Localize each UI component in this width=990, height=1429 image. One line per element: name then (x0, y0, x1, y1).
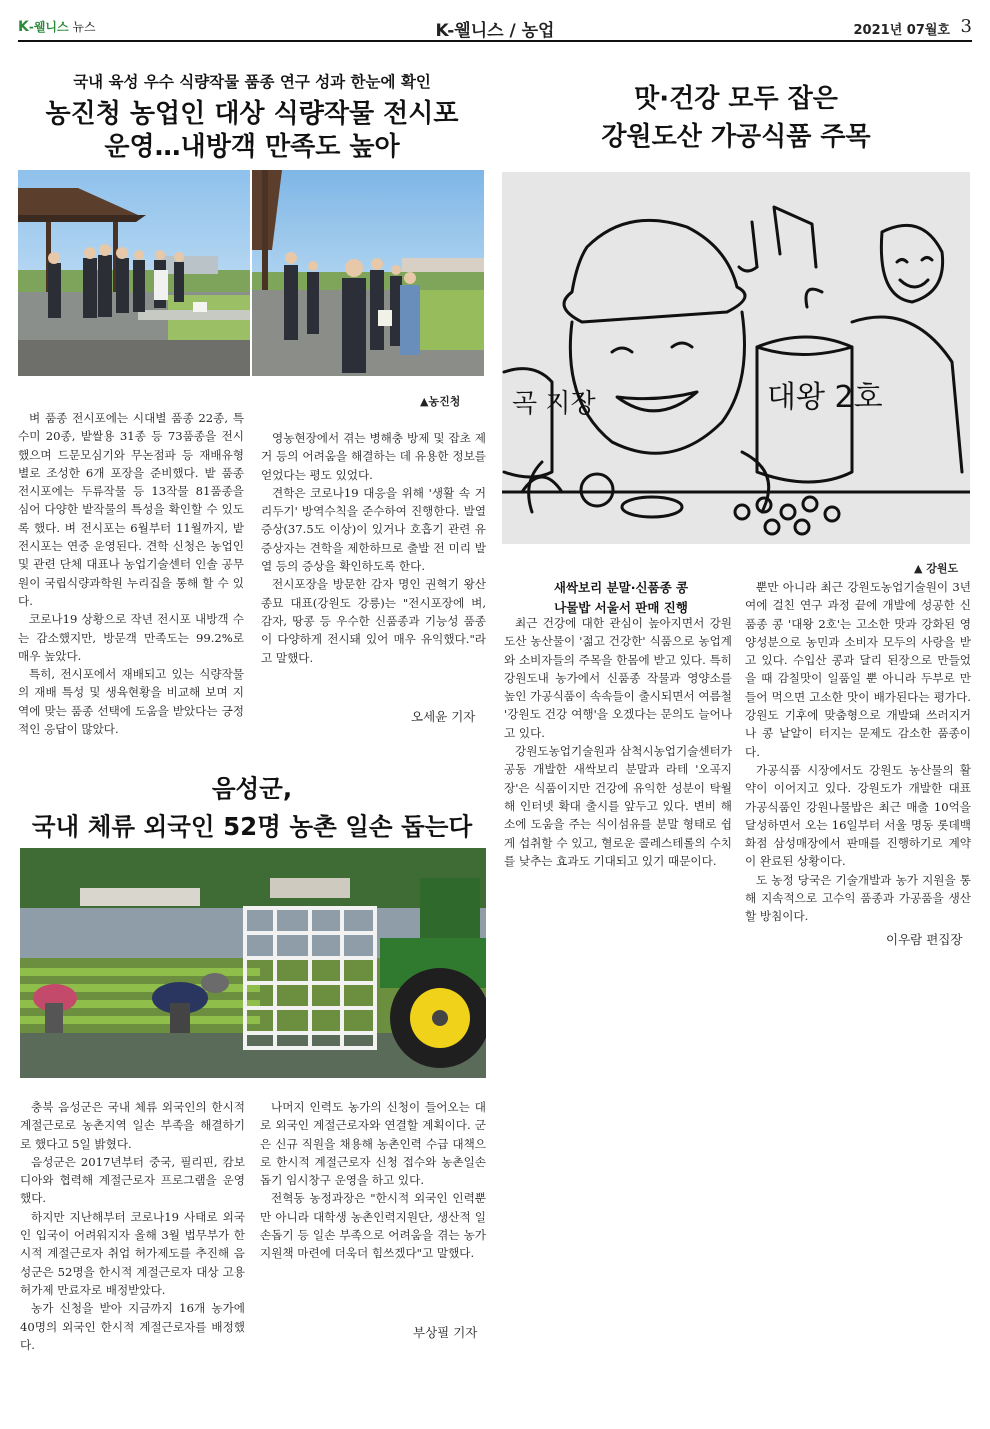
article1-column1 (18, 409, 244, 738)
article2-byline: 이우람 편집장 (886, 932, 963, 947)
paragraph: 벼 품종 전시포에는 시대별 품종 22종, 특수미 20종, 밭쌀용 31종 등 73품종을 전시했으며 드문모심기와 무논점파 등 재배유형별로 조성한 6개 포장을 준비했다. 밭 품종 전시포에는 두류작물 등 13작물 81품종을 심어 다양한 밭작물의 특성을 확인할 수 있도록 했다. 벼 전시포는 6월부터 11월까지, 밭 전시포는 연중 운영된다. 견학 신청은 농업인 및 관련 단체 대표나 농업기술센터 인솔 공무원이 국립식량과학원 누리집을 통해 할 수 있다. (18, 411, 244, 608)
paragraph: 충북 음성군은 국내 체류 외국인의 한시적 계절근로로 농촌지역 일손 부족을 해결하기로 했다고 5일 밝혔다. (20, 1100, 245, 1151)
article1-kicker: 국내 육성 우수 식량작물 품종 연구 성과 한눈에 확인 (73, 73, 431, 91)
article1-column2 (261, 429, 486, 667)
page-header (18, 16, 972, 42)
article1-byline: 오세윤 기자 (411, 709, 476, 724)
article2-headline: 맛·건강 모두 잡은 강원도산 가공식품 주목 (601, 84, 871, 152)
paragraph: 전혁동 농정과장은 "한시적 외국인 인력뿐만 아니라 대학생 농촌인력지원단, 생산적 일손돕기 등 일손 부족으로 어려움을 겪는 농가 지원책 마련에 더욱더 힘쓰겠다"고 말했다. (260, 1191, 486, 1261)
paragraph: 특히, 전시포에서 재배되고 있는 식량작물의 재배 특성 및 생육현황을 비교해 보며 지역에 맞는 품종 선택에 도움을 받았다는 긍정적인 응답이 많았다. (18, 667, 244, 737)
article2-subhead: 새싹보리 분말·신품종 콩 나물밥 서울서 판매 진행 (553, 580, 689, 615)
article3-column2 (260, 1098, 486, 1263)
paragraph: 가공식품 시장에서도 강원도 농산물의 활약이 이어지고 있다. 강원도가 개발한 대표 가공식품인 강원나물밥은 최근 매출 10억을 달성하면서 오는 16일부터 서울 명동 롯데백화점 삼성매장에서 판매를 진행하기로 계약이 완료된 상황이다. (745, 762, 971, 869)
issue-date: 2021년 07월호 (853, 23, 950, 38)
paragraph: 음성군은 2017년부터 중국, 필리핀, 캄보디아와 협력해 계절근로자 프로그램을 운영했다. (20, 1154, 245, 1206)
paragraph: 견학은 코로나19 대응을 위해 '생활 속 거리두기' 방역수칙을 준수하여 진행한다. 발열 증상(37.5도 이상)이 있거나 호흡기 관련 유증상자는 견학을 제한하므로 출발 전 미리 발열 등의 증상을 확인하도록 한다. (261, 485, 486, 574)
article1-photo-left (18, 170, 250, 376)
article2-photo-credit: ▲ 강원도 (914, 562, 959, 575)
paragraph: 하지만 지난해부터 코로나19 사태로 외국인 입국이 어려워지자 올해 3월 법무부가 한시적 계절근로자 취업 허가제도를 추진해 음성군은 52명을 한시적 계절근로자 대상 고용허가제 만료자로 배정받았다. (20, 1209, 245, 1297)
paragraph: 농가 신청을 받아 지금까지 16개 농가에 40명의 외국인 한시적 계절근로자를 배정했다. (20, 1301, 245, 1352)
paragraph: 전시포장을 방문한 감자 명인 권혁기 왕산종묘 대표(강원도 강릉)는 "전시포장에 벼, 감자, 땅콩 등 우수한 신품종과 기능성 품종이 다양하게 전시돼 있어 매우 유익했다."라고 말했다. (261, 577, 486, 665)
section-title: K-웰니스 / 농업 (435, 21, 555, 41)
page-number: 3 (960, 16, 972, 37)
article3-column1 (20, 1098, 245, 1354)
article3-byline: 부상필 기자 (413, 1325, 478, 1340)
paragraph: 뿐만 아니라 최근 강원도농업기술원이 3년여에 걸친 연구 과정 끝에 개발에 성공한 신품종 콩 '대왕 2호'는 고소한 맛과 강화된 영양성분으로 농민과 소비자 모두의 사랑을 받고 있다. 수입산 콩과 달리 된장으로 만들었을 때 감칠맛이 일품일 뿐 아니라 두부로 만들어 먹으면 고소한 맛이 배가된다는 평가다. 강원도 기후에 맞춤형으로 개발돼 쓰러지거나 콩 낱알이 터지는 문제도 감소한 품종이다. (745, 580, 971, 759)
article1-headline: 농진청 농업인 대상 식량작물 전시포 운영…내방객 만족도 높아 (45, 99, 459, 162)
publication-logo: K-웰니스 뉴스 (18, 19, 96, 35)
article2-column2 (745, 578, 971, 926)
paragraph: 최근 건강에 대한 관심이 높아지면서 강원도산 농산물이 '젊고 건강한' 식품으로 농업계와 소비자들의 주목을 한몸에 받고 있다. 특히 강원도내 농가에서 신품종 작물과 영양소를 높인 가공식품이 속속들이 출시되면서 여름철 '강원도 건강 여행'을 오겠다는 문의도 늘어나고 있다. (504, 616, 732, 740)
paragraph: 도 농정 당국은 기술개발과 농가 지원을 통해 지속적으로 고수익 품종과 가공품을 생산할 방침이다. (745, 872, 971, 924)
article2-column1 (504, 614, 732, 870)
article3-photo (20, 848, 486, 1078)
paragraph: 강원도농업기술원과 삼척시농업기술센터가 공동 개발한 새싹보리 분말과 라테 '오곡지장'은 식품이지만 건강에 유익한 성분이 탁월해 인터넷 확대 출시를 앞두고 있다. 변비 해소에 도움을 주는 식이섬유를 분말 형태로 쉽게 섭취할 수 있고, 혈로운 콜레스테롤의 수치를 낮추는 효과도 기대되고 있기 때문이다. (504, 744, 732, 868)
article1-photo-right (252, 170, 484, 376)
article3-headline: 음성군, 국내 체류 외국인 52명 농촌 일손 돕는다 (31, 774, 473, 841)
jar-label-left: 곡 지장 (512, 389, 596, 419)
paragraph: 코로나19 상황으로 작년 전시포 내방객 수는 감소했지만, 방문객 만족도는 99.2%로 매우 높았다. (18, 612, 244, 663)
jar-label-right: 대왕 2호 (767, 380, 883, 415)
article2-illustration (502, 172, 970, 544)
paragraph: 영농현장에서 겪는 병해충 방제 및 잡초 제거 등의 어려움을 해결하는 데 유용한 정보를 얻었다는 평도 있었다. (261, 431, 486, 482)
paragraph: 나머지 인력도 농가의 신청이 들어오는 대로 외국인 계절근로자와 연결할 계획이다. 군은 신규 직원을 채용해 농촌인력 수급 대책으로 한시적 계절근로자 신청 접수와 농촌일손돕기 임시창구 운영을 하고 있다. (260, 1100, 486, 1188)
article1-photo-credit: ▲농진청 (420, 395, 461, 408)
